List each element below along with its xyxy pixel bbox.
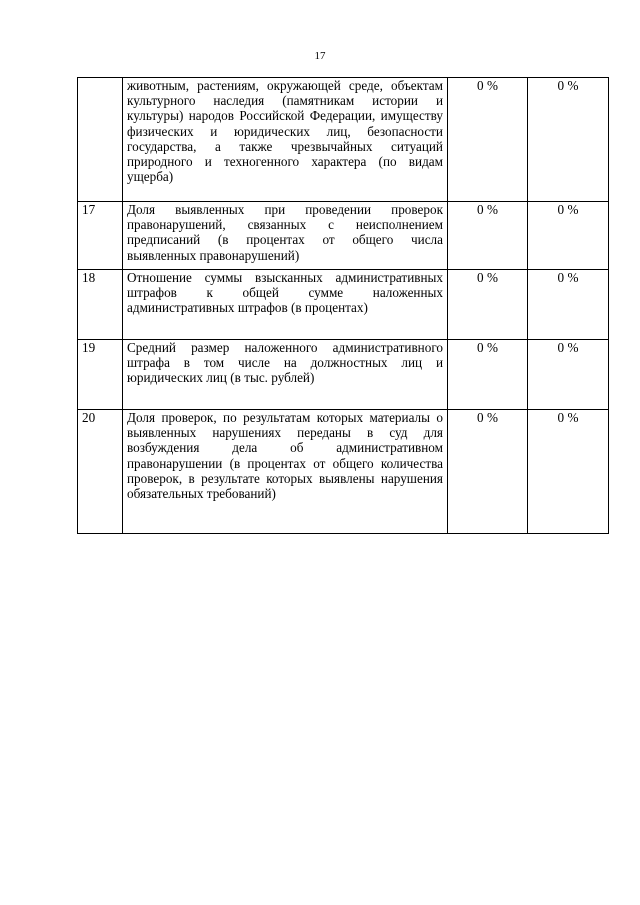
indicator-description: Доля выявленных при проведении проверок правонарушений, связанных с неисполнением предписаний (в процентах от общего числа выявленных правонарушений) xyxy=(123,202,448,270)
row-number: 17 xyxy=(78,202,123,270)
table-row xyxy=(78,340,609,410)
indicator-value-1: 0 % xyxy=(448,340,528,410)
indicator-value-1: 0 % xyxy=(448,270,528,340)
indicators-table xyxy=(77,77,609,534)
indicator-value-1: 0 % xyxy=(448,202,528,270)
table-row xyxy=(78,410,609,534)
row-number: 18 xyxy=(78,270,123,340)
row-number: 19 xyxy=(78,340,123,410)
indicator-value-1: 0 % xyxy=(448,410,528,534)
indicator-value-2: 0 % xyxy=(528,78,609,202)
table-row xyxy=(78,78,609,202)
indicator-value-2: 0 % xyxy=(528,270,609,340)
indicator-description: Отношение суммы взысканных административных штрафов к общей сумме наложенных административных штрафов (в процентах) xyxy=(123,270,448,340)
table-row xyxy=(78,202,609,270)
row-number xyxy=(78,78,123,202)
row-number: 20 xyxy=(78,410,123,534)
indicator-value-2: 0 % xyxy=(528,340,609,410)
indicator-value-2: 0 % xyxy=(528,202,609,270)
indicator-value-1: 0 % xyxy=(448,78,528,202)
indicator-value-2: 0 % xyxy=(528,410,609,534)
page-number: 17 xyxy=(314,50,326,62)
indicator-description: Доля проверок, по результатам которых материалы о выявленных нарушениях переданы в суд для возбуждения дела об административном правонарушении (в процентах от общего количества проверок, в результате которых выявлены нарушения обязательных требований) xyxy=(123,410,448,534)
table-row xyxy=(78,270,609,340)
indicator-description: Средний размер наложенного административного штрафа в том числе на должностных лиц и юридических лиц (в тыс. рублей) xyxy=(123,340,448,410)
indicator-description: животным, растениям, окружающей среде, объектам культурного наследия (памятникам истории и культуры) народов Российской Федерации, имуществу физических и юридических лиц, безопасности государства, а также чрезвычайных ситуаций природного и техногенного характера (по видам ущерба) xyxy=(123,78,448,202)
